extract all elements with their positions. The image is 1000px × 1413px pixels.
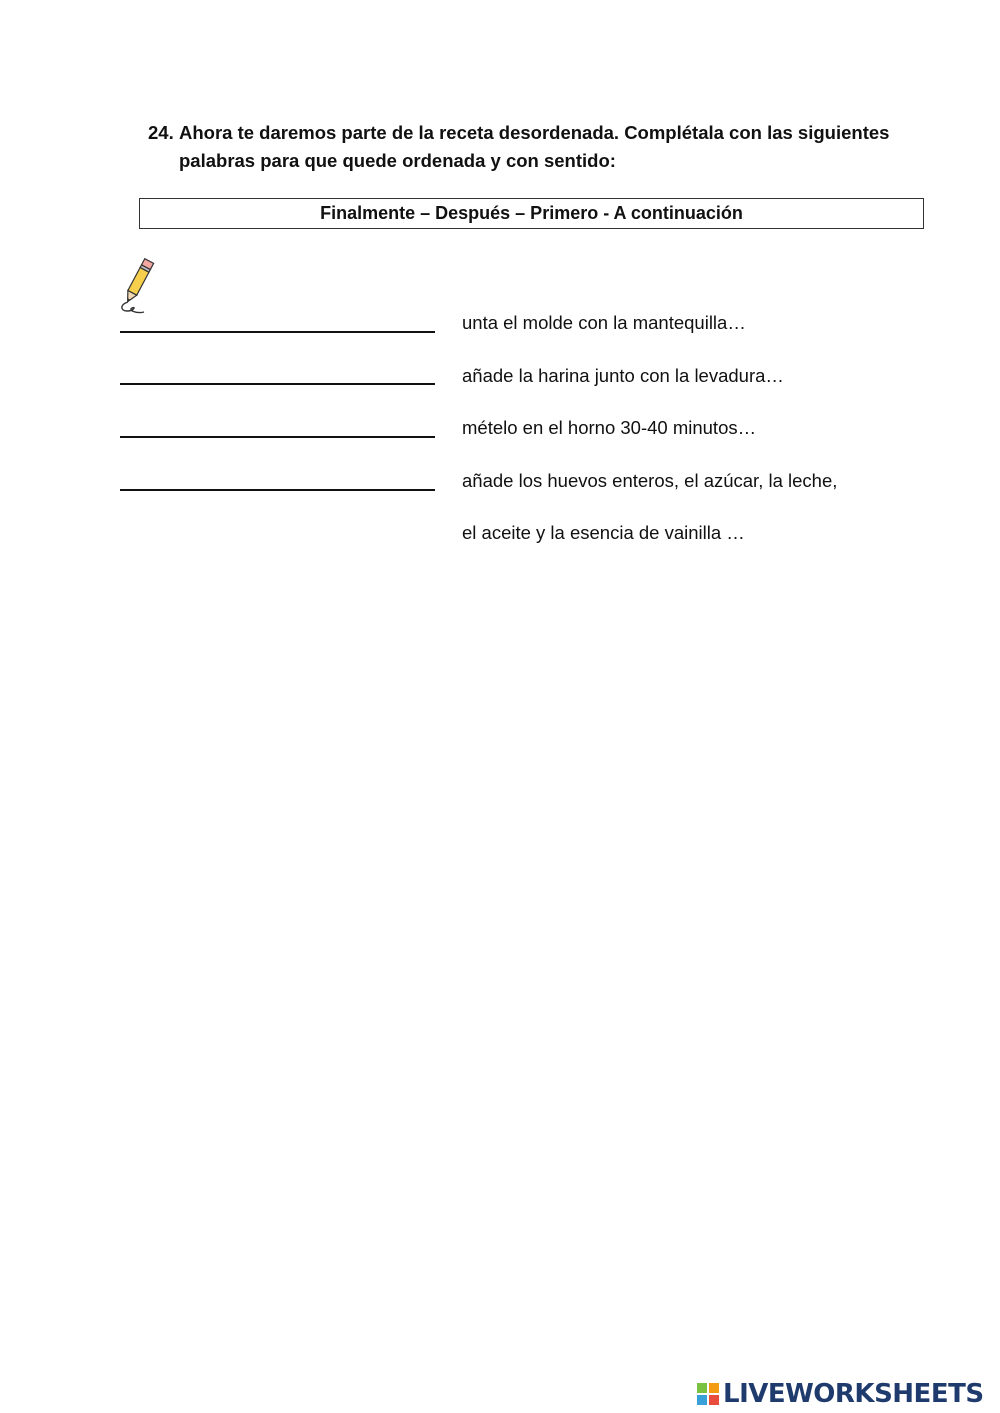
answer-blank-2[interactable]: [120, 383, 435, 385]
step-text-4: añade los huevos enteros, el azúcar, la leche,: [462, 470, 838, 491]
logo-square-2: [709, 1383, 719, 1393]
liveworksheets-logo-icon: [697, 1383, 719, 1405]
step-text-2: añade la harina junto con la levadura…: [462, 365, 784, 386]
question-line-2: palabras para que quede ordenada y con sentido:: [179, 150, 616, 171]
answer-blank-3[interactable]: [120, 436, 435, 438]
question-line-1: Ahora te daremos parte de la receta desordenada. Complétala con las siguientes: [179, 122, 890, 143]
pencil-icon: [114, 256, 160, 316]
word-bank: Finalmente – Después – Primero - A continuación: [139, 198, 924, 229]
step-text-1: unta el molde con la mantequilla…: [462, 312, 746, 333]
step-text-5: el aceite y la esencia de vainilla …: [462, 522, 745, 543]
logo-square-1: [697, 1383, 707, 1393]
logo-square-4: [709, 1395, 719, 1405]
liveworksheets-logo: [697, 1378, 984, 1410]
answer-blank-4[interactable]: [120, 489, 435, 491]
answer-blank-1[interactable]: [120, 331, 435, 333]
logo-square-3: [697, 1395, 707, 1405]
question-prompt: [148, 119, 928, 175]
question-number: 24.: [148, 122, 174, 143]
logo-text: LIVEWORKSHEETS: [723, 1379, 984, 1409]
step-text-3: mételo en el horno 30-40 minutos…: [462, 417, 757, 438]
